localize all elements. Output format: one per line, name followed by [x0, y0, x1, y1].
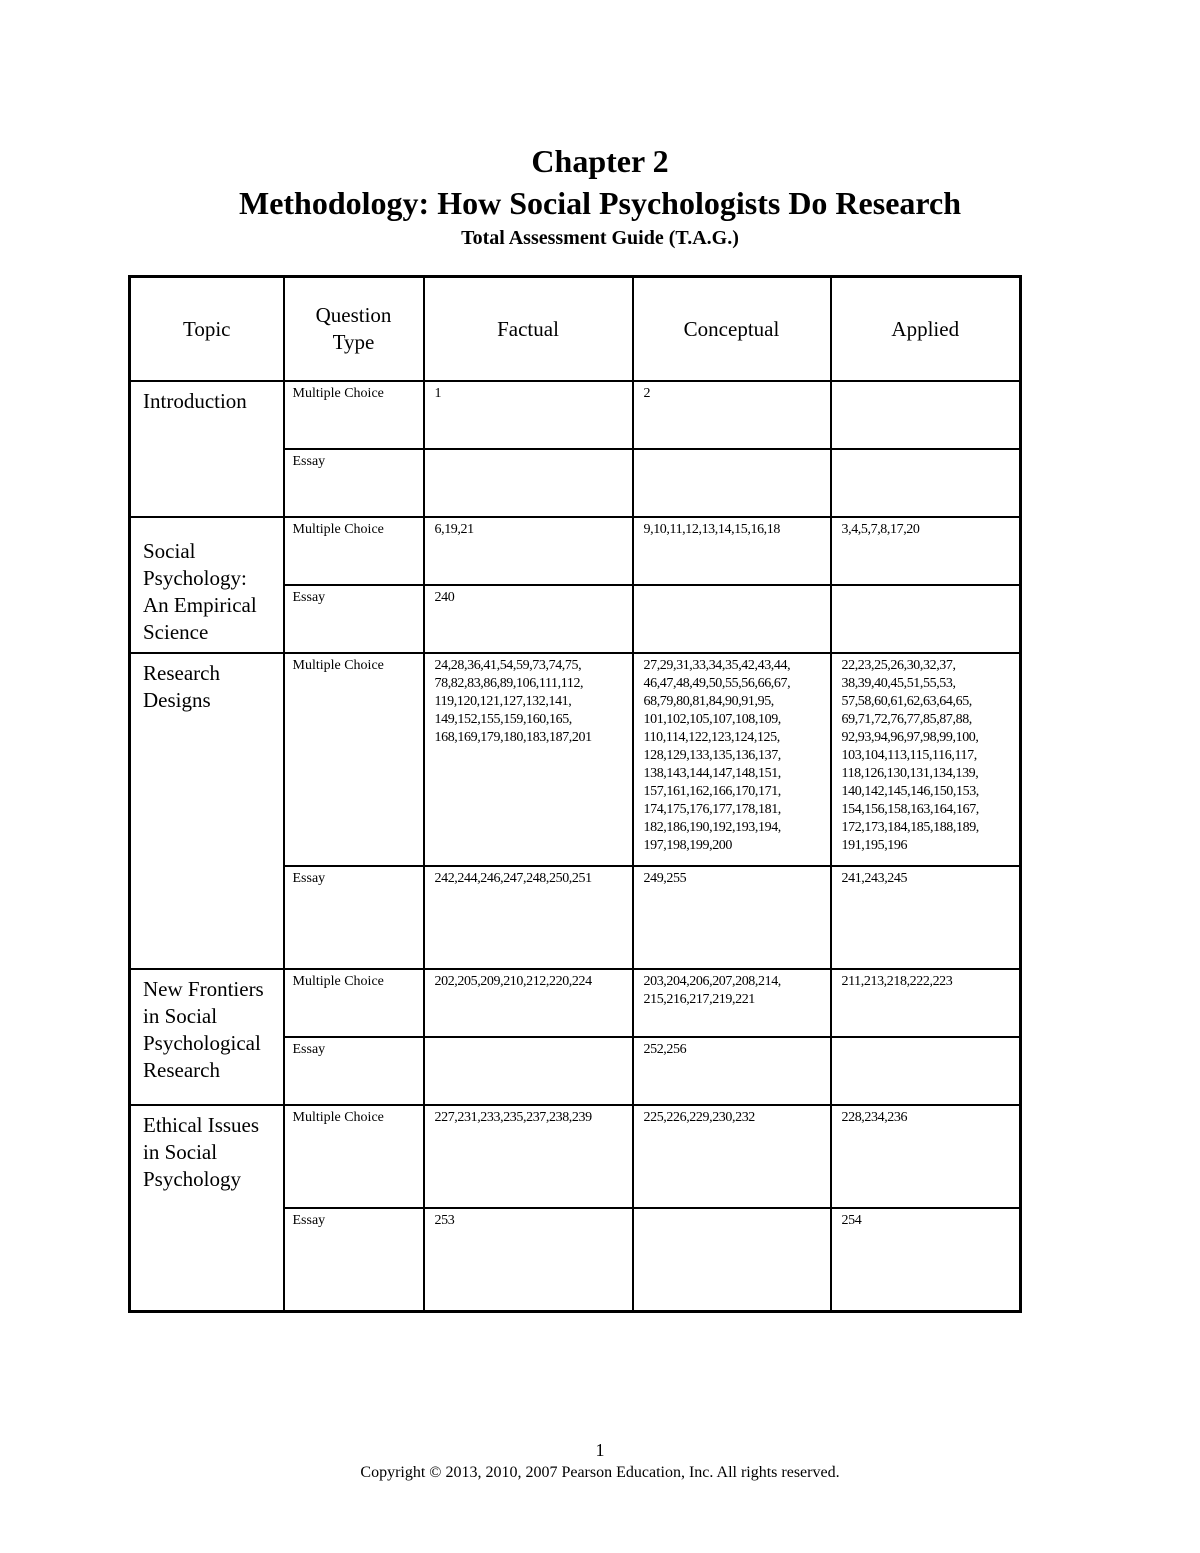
factual-cell: 253: [424, 1208, 633, 1311]
table-row: [130, 969, 1021, 1037]
question-type-cell: Multiple Choice: [284, 969, 424, 1037]
factual-cell: 24,28,36,41,54,59,73,74,75, 78,82,83,86,89,106,111,112, 119,120,121,127,132,141, 149,152,155,159,160,165, 168,169,179,180,183,187,201: [424, 653, 633, 866]
applied-cell: [831, 1037, 1021, 1105]
conceptual-cell: 2: [633, 381, 831, 449]
applied-cell: 3,4,5,7,8,17,20: [831, 517, 1021, 585]
conceptual-cell: [633, 449, 831, 517]
applied-cell: 228,234,236: [831, 1105, 1021, 1208]
guide-title: Total Assessment Guide (T.A.G.): [461, 227, 739, 249]
header-applied: Applied: [831, 277, 1021, 382]
table-row: [130, 653, 1021, 866]
table-row: [130, 1105, 1021, 1208]
topic-research-designs: Research Designs: [130, 653, 284, 969]
page-number: 1: [595, 1440, 605, 1460]
applied-cell: 241,243,245: [831, 866, 1021, 969]
conceptual-cell: [633, 585, 831, 653]
header-factual: Factual: [424, 277, 633, 382]
table-row: [130, 381, 1021, 449]
question-type-cell: Essay: [284, 449, 424, 517]
factual-cell: 6,19,21: [424, 517, 633, 585]
conceptual-cell: 27,29,31,33,34,35,42,43,44, 46,47,48,49,50,55,56,66,67, 68,79,80,81,84,90,91,95, 101,102,105,107,108,109, 110,114,122,123,124,125, 128,129,133,135,136,137, 138,143,144,147,148,151, 157,161,162,166,170,171, 174,175,176,177,178,181, 182,186,190,192,193,194, 197,198,199,200: [633, 653, 831, 866]
factual-cell: 240: [424, 585, 633, 653]
factual-cell: [424, 449, 633, 517]
factual-cell: 202,205,209,210,212,220,224: [424, 969, 633, 1037]
assessment-table: [128, 275, 1022, 1313]
conceptual-cell: 9,10,11,12,13,14,15,16,18: [633, 517, 831, 585]
table-header-row: [130, 277, 1021, 382]
header-question-type-label: Question Type: [315, 303, 392, 354]
topic-new-frontiers: New Frontiers in Social Psychological Research: [130, 969, 284, 1105]
question-type-cell: Multiple Choice: [284, 517, 424, 585]
applied-cell: 211,213,218,222,223: [831, 969, 1021, 1037]
applied-cell: [831, 381, 1021, 449]
conceptual-cell: 252,256: [633, 1037, 831, 1105]
question-type-cell: Multiple Choice: [284, 653, 424, 866]
applied-cell: 22,23,25,26,30,32,37, 38,39,40,45,51,55,53, 57,58,60,61,62,63,64,65, 69,71,72,76,77,85,87,88, 92,93,94,96,97,98,99,100, 103,104,113,115,116,117, 118,126,130,131,134,139, 140,142,145,146,150,153, 154,156,158,163,164,167, 172,173,184,185,188,189, 191,195,196: [831, 653, 1021, 866]
factual-cell: 227,231,233,235,237,238,239: [424, 1105, 633, 1208]
question-type-cell: Multiple Choice: [284, 381, 424, 449]
topic-ethical-issues: Ethical Issues in Social Psychology: [130, 1105, 284, 1311]
header-topic: Topic: [130, 277, 284, 382]
applied-cell: [831, 585, 1021, 653]
conceptual-cell: [633, 1208, 831, 1311]
question-type-cell: Essay: [284, 866, 424, 969]
copyright-notice: Copyright © 2013, 2010, 2007 Pearson Education, Inc. All rights reserved.: [360, 1464, 840, 1481]
factual-cell: 242,244,246,247,248,250,251: [424, 866, 633, 969]
header-conceptual: Conceptual: [633, 277, 831, 382]
conceptual-cell: 225,226,229,230,232: [633, 1105, 831, 1208]
question-type-cell: Essay: [284, 1208, 424, 1311]
factual-cell: 1: [424, 381, 633, 449]
question-type-cell: Multiple Choice: [284, 1105, 424, 1208]
question-type-cell: Essay: [284, 585, 424, 653]
applied-cell: 254: [831, 1208, 1021, 1311]
chapter-title: Chapter 2: [531, 143, 669, 179]
header-question-type: [284, 277, 424, 382]
conceptual-cell: 249,255: [633, 866, 831, 969]
applied-cell: [831, 449, 1021, 517]
table-row: [130, 517, 1021, 585]
question-type-cell: Essay: [284, 1037, 424, 1105]
factual-cell: [424, 1037, 633, 1105]
topic-social-psychology: Social Psychology: An Empirical Science: [130, 517, 284, 653]
conceptual-cell: 203,204,206,207,208,214, 215,216,217,219,221: [633, 969, 831, 1037]
topic-introduction: Introduction: [130, 381, 284, 517]
chapter-subtitle: Methodology: How Social Psychologists Do Research: [238, 185, 962, 221]
